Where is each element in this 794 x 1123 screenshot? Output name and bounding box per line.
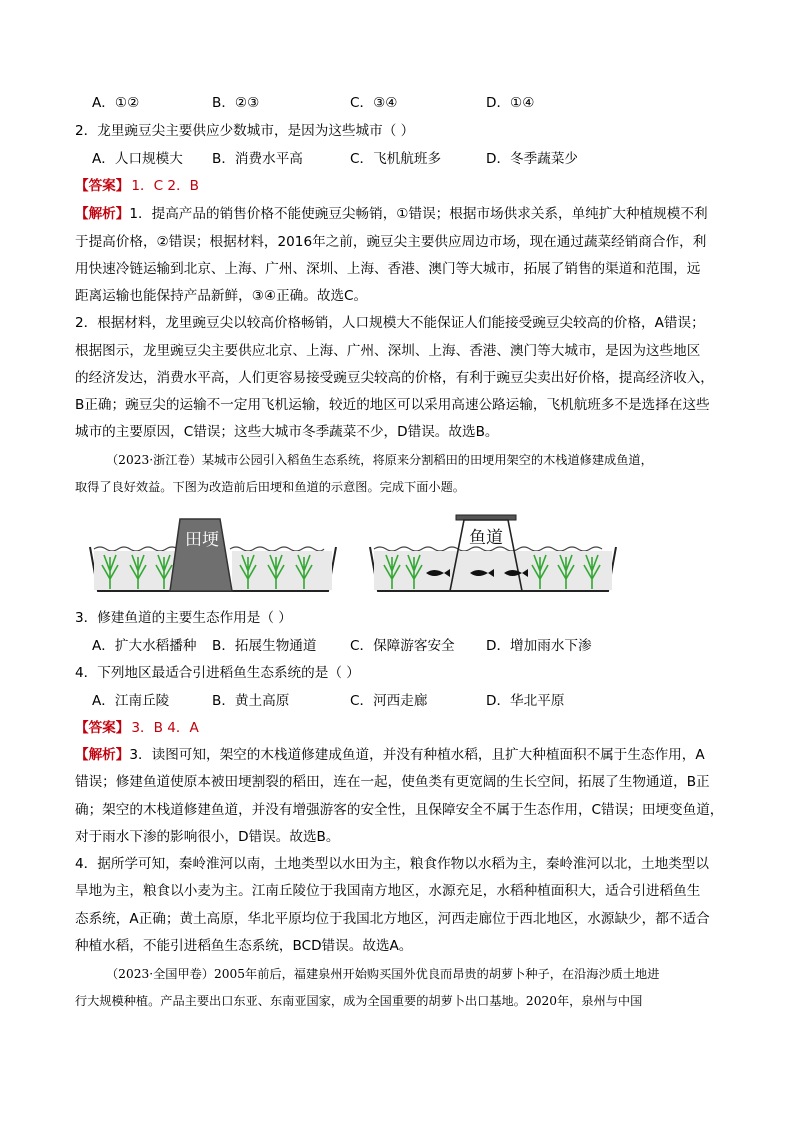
analysis-text: 3．读图可知，架空的木栈道修建成鱼道，并没有种植水稻，且扩大种植面积不属于生态作用，A	[129, 747, 705, 763]
analysis-1-line-2: 用快速冷链运输到北京、上海、广州、深圳、上海、香港、澳门等大城市，拓展了销售的渠道和范围，远	[75, 261, 701, 277]
material-2-line-0: （2023·浙江卷）某城市公园引入稻鱼生态系统，将原来分割稻田的田埂用架空的木栈道修建成鱼道，	[106, 453, 653, 467]
material-3-line-0: （2023·全国甲卷）2005年前后，福建泉州开始购买国外优良而昂贵的胡萝卜种子，在沿海沙质土地进	[106, 967, 660, 981]
analysis-1-line-6: 的经济发达，消费水平高，人们更容易接受豌豆尖较高的价格，有利于豌豆尖卖出好价格，提高经济收入，	[75, 370, 714, 386]
analysis-2-line-3: 对于雨水下渗的影响很小，D错误。故选B。	[75, 829, 340, 845]
q3-option-a: A．扩大水稻播种	[92, 638, 197, 654]
q2-option-a: A．人口规模大	[92, 151, 183, 167]
fish-passage-label: 鱼道	[469, 528, 503, 548]
field-ridge-label: 田埂	[185, 530, 219, 550]
analysis-1-line-3: 距离运输也能保持产品新鲜，③④正确。故选C。	[75, 288, 368, 304]
rice-fish-figure	[80, 505, 720, 605]
answer-block-1	[75, 177, 199, 195]
q1-option-b: B．②③	[212, 95, 260, 111]
answer-text: 1．C 2．B	[131, 178, 199, 194]
analysis-1-line-7: B正确；豌豆尖的运输不一定用飞机运输，较近的地区可以采用高速公路运输，飞机航班多不是选择在这些	[75, 397, 710, 413]
q2-option-b: B．消费水平高	[212, 151, 303, 167]
analysis-2-line-4: 4．据所学可知，秦岭淮河以南，土地类型以水田为主，粮食作物以水稻为主，秦岭淮河以北，土地类型以	[75, 856, 709, 872]
answer-text: 3．B 4．A	[131, 720, 199, 736]
answer-tag: 【答案】	[75, 720, 130, 736]
analysis-2-line-2: 确；架空的木栈道修建鱼道，并没有增强游客的安全性，且保障安全不属于生态作用，C错误；田埂变鱼道，	[75, 802, 724, 818]
analysis-1-line-4: 2．根据材料，龙里豌豆尖以较高价格畅销，人口规模大不能保证人们能接受豌豆尖较高的价格，A错误；	[75, 315, 705, 331]
q4-option-d: D．华北平原	[486, 693, 565, 709]
q2-stem: 2．龙里豌豆尖主要供应少数城市，是因为这些城市（ ）	[75, 123, 415, 139]
after-figure	[370, 515, 616, 591]
analysis-2-line-7: 种植水稻，不能引进稻鱼生态系统，BCD错误。故选A。	[75, 938, 413, 954]
q4-option-a: A．江南丘陵	[92, 693, 170, 709]
analysis-2-line-0	[75, 746, 705, 764]
answer-tag: 【答案】	[75, 178, 130, 194]
q4-option-c: C．河西走廊	[350, 693, 428, 709]
q4-option-b: B．黄土高原	[212, 693, 290, 709]
material-2-line-1: 取得了良好效益。下图为改造前后田埂和鱼道的示意图。完成下面小题。	[75, 480, 465, 494]
q1-option-a: A．①②	[92, 95, 140, 111]
analysis-1-line-1: 于提高价格，②错误；根据材料，2016年之前，豌豆尖主要供应周边市场，现在通过蔬菜经销商合作，利	[75, 234, 707, 250]
analysis-text: 1．提高产品的销售价格不能使豌豆尖畅销，①错误；根据市场供求关系，单纯扩大种植规模不利	[129, 206, 708, 222]
q2-option-d: D．冬季蔬菜少	[486, 151, 579, 167]
analysis-1-line-5: 根据图示，龙里豌豆尖主要供应北京、上海、广州、深圳、上海、香港、澳门等大城市，是因为这些地区	[75, 343, 701, 359]
q3-option-c: C．保障游客安全	[350, 638, 455, 654]
analysis-1-line-0	[75, 205, 708, 223]
q1-option-d: D．①④	[486, 95, 535, 111]
analysis-tag: 【解析】	[75, 747, 130, 763]
analysis-tag: 【解析】	[75, 206, 130, 222]
q4-stem: 4．下列地区最适合引进稻鱼生态系统的是（ ）	[75, 665, 360, 681]
analysis-1-line-8: 城市的主要原因，C错误；这些大城市冬季蔬菜不少，D错误。故选B。	[75, 424, 499, 440]
q3-stem: 3．修建鱼道的主要生态作用是（ ）	[75, 610, 292, 626]
analysis-2-line-5: 旱地为主，粮食以小麦为主。江南丘陵位于我国南方地区，水源充足，水稻种植面积大，适合引进稻鱼生	[75, 883, 701, 899]
q1-option-c: C．③④	[350, 95, 398, 111]
answer-block-2	[75, 719, 199, 737]
q2-option-c: C．飞机航班多	[350, 151, 442, 167]
material-3-line-1: 行大规模种植。产品主要出口东亚、东南亚国家，成为全国重要的胡萝卜出口基地。2020年，泉州与中国	[75, 994, 643, 1008]
before-figure	[90, 519, 336, 591]
q3-option-d: D．增加雨水下渗	[486, 638, 592, 654]
analysis-2-line-6: 态系统，A正确；黄土高原，华北平原均位于我国北方地区，河西走廊位于西北地区，水源缺少，都不适合	[75, 911, 710, 927]
q3-option-b: B．拓展生物通道	[212, 638, 317, 654]
analysis-2-line-1: 错误；修建鱼道使原本被田埂割裂的稻田，连在一起，使鱼类有更宽阔的生长空间，拓展了生物通道，B正	[75, 774, 710, 790]
